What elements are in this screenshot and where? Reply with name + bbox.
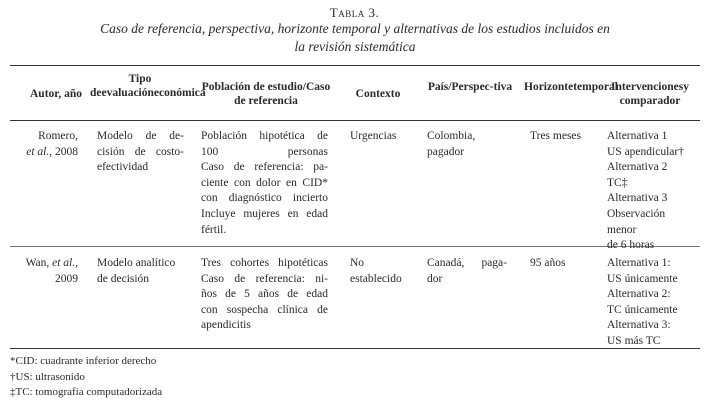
cell-line: Caso de referencia (234, 81, 331, 107)
cell-line: de 6 horas (607, 239, 655, 252)
table-header-rule (10, 120, 700, 121)
cell-line: apendicitis (201, 319, 251, 332)
cell-line: TC únicamente (607, 303, 678, 316)
cell-line: Alternativa 1 (607, 130, 668, 142)
cell-line: et al., 2008 (26, 145, 78, 158)
cell-line: Caso de referencia: ni- (201, 272, 328, 285)
cell-line: US apendicular† (607, 145, 684, 158)
table-top-rule (10, 65, 700, 66)
cell-line: Tipo de (90, 73, 152, 99)
cell-line: 95 años (530, 257, 566, 269)
cell-line: Población de estudio/ (201, 81, 306, 93)
footnote: ‡TC: tomografía computadorizada (10, 386, 163, 398)
cell-line: TC‡ (607, 176, 628, 189)
cell-line: Autor, año (30, 88, 82, 100)
cell-tipo (97, 129, 184, 176)
footnote: *CID: cuadrante inferior derecho (10, 355, 157, 367)
footnote: †US: ultrasonido (10, 370, 85, 383)
cell-line: Alternativa 2 (607, 161, 668, 174)
cell-line: Incluye mujeres en edad (201, 207, 328, 220)
cell-tipo (97, 256, 187, 287)
cell-line: evaluación (101, 87, 154, 99)
header-poblacion (196, 80, 336, 108)
header-horizonte (524, 80, 618, 94)
cell-line: Alternativa 3 (607, 192, 668, 205)
cell-line: Romero, (38, 130, 78, 142)
header-contexto (342, 87, 414, 101)
cell-line: No (350, 257, 365, 269)
cell-line: Alternativa 2: (607, 288, 671, 301)
header-intervenciones (600, 80, 700, 108)
cell-line: Horizonte (524, 81, 574, 93)
cell-line: ciente con dolor en CID* (201, 176, 328, 189)
cell-line: ños de 5 años de edad (201, 288, 328, 301)
cell-line: tiva (493, 81, 513, 93)
cell-horizonte (530, 129, 596, 145)
table-title-line: la revisión sistemática (294, 39, 416, 54)
cell-line: US más TC (607, 334, 661, 347)
cell-line: Población hipotética de (201, 130, 328, 142)
cell-line: temporal (573, 81, 618, 93)
cell-line: Modelo de de- (97, 130, 184, 142)
table-row-divider (10, 246, 700, 247)
footnotes (10, 354, 162, 401)
cell-contexto (350, 256, 414, 287)
cell-line: Intervenciones (611, 81, 684, 93)
cell-line: establecido (350, 272, 402, 285)
cell-line: Colombia, (427, 130, 476, 142)
cell-line: Alternativa 3: (607, 319, 671, 332)
cell-intervenciones (607, 129, 703, 254)
cell-line: económica (153, 87, 206, 99)
cell-line: y comparador (619, 81, 689, 107)
cell-pais (427, 129, 509, 160)
cell-line: Wan, et al., (25, 257, 78, 269)
cell-pais (427, 256, 507, 287)
table-title (40, 20, 670, 56)
cell-line: de decisión (97, 272, 150, 285)
cell-poblacion (201, 129, 328, 238)
cell-line: Contexto (355, 88, 401, 100)
cell-poblacion (201, 256, 328, 334)
cell-line: con sospecha clínica de (201, 303, 328, 316)
header-tipo-evaluacion (90, 72, 206, 100)
cell-contexto (350, 129, 414, 145)
cell-line: Observación (607, 207, 666, 220)
cell-line: Urgencias (350, 130, 397, 142)
cell-autor (14, 129, 78, 160)
table-label: Tabla 3. (329, 5, 380, 20)
cell-line: 2009 (55, 272, 78, 285)
cell-line: efectividad (97, 161, 149, 174)
cell-line: Canadá, paga- (427, 257, 507, 269)
cell-intervenciones (607, 256, 703, 350)
cell-line: US únicamente (607, 272, 678, 285)
cell-horizonte (530, 256, 596, 272)
cell-line: cisión de costo- (97, 145, 184, 158)
cell-autor (14, 256, 78, 287)
cell-line: fértil. (201, 223, 227, 236)
cell-line: Caso de referencia: pa- (201, 161, 328, 174)
cell-line: Tres meses (530, 130, 582, 142)
table-title-line: Caso de referencia, perspectiva, horizonte temporal y alternativas de los estudios incluidos en (100, 21, 610, 36)
cell-line: pagador (427, 145, 465, 158)
cell-line: con diagnóstico incierto (201, 192, 328, 205)
header-pais (420, 80, 520, 94)
table-bottom-rule (10, 348, 700, 349)
cell-line: País/Perspec- (427, 81, 494, 93)
cell-line: Modelo analítico (97, 257, 176, 269)
cell-line: Tres cohortes hipotéticas (201, 257, 328, 269)
cell-line: 100 personas (201, 145, 328, 158)
cell-line: menor (607, 223, 637, 236)
cell-line: Alternativa 1: (607, 257, 671, 269)
cell-line: dor (427, 272, 443, 285)
header-autor (14, 87, 98, 101)
